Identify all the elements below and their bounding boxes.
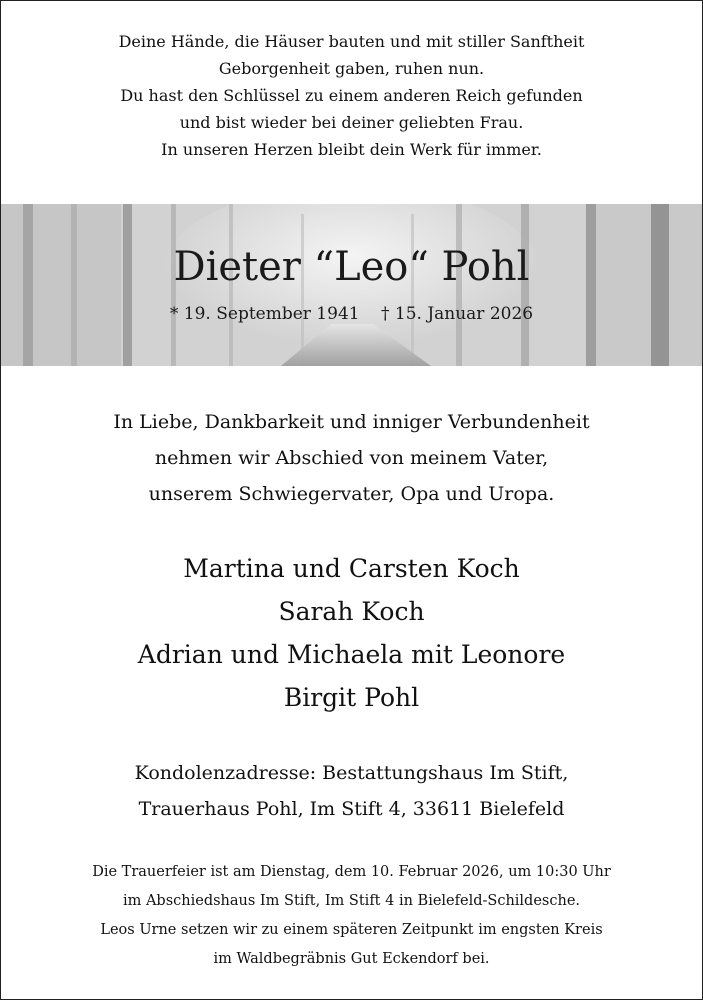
family-line: Birgit Pohl	[283, 683, 420, 712]
life-dates	[1, 304, 702, 324]
farewell-message	[0, 404, 703, 512]
message-line: In Liebe, Dankbarkeit und inniger Verbundenheit	[113, 411, 590, 433]
ceremony-line: Leos Urne setzen wir zu einem späteren Zeitpunkt im engsten Kreis	[100, 922, 603, 938]
poem-line: Deine Hände, die Häuser bauten und mit stiller Sanftheit	[118, 32, 585, 51]
condolence-address	[0, 755, 703, 827]
ceremony-line: im Abschiedshaus Im Stift, Im Stift 4 in Bielefeld-Schildesche.	[122, 893, 581, 909]
forest-banner	[1, 204, 702, 366]
address-line: Kondolenzadresse: Bestattungshaus Im Stift,	[134, 762, 569, 784]
death-date: † 15. Januar 2026	[380, 304, 534, 324]
ceremony-line: im Waldbegräbnis Gut Eckendorf bei.	[213, 951, 490, 967]
poem-line: Geborgenheit gaben, ruhen nun.	[218, 59, 485, 78]
poem-line: und bist wieder bei deiner geliebten Frau.	[179, 113, 524, 132]
ceremony-info	[0, 858, 703, 974]
family-line: Sarah Koch	[278, 597, 425, 626]
poem	[0, 28, 703, 163]
message-line: nehmen wir Abschied von meinem Vater,	[154, 447, 549, 469]
deceased-name: Dieter “Leo“ Pohl	[173, 244, 530, 290]
birth-date: * 19. September 1941	[169, 304, 360, 324]
poem-line: Du hast den Schlüssel zu einem anderen Reich gefunden	[120, 86, 583, 105]
ceremony-line: Die Trauerfeier ist am Dienstag, dem 10. Februar 2026, um 10:30 Uhr	[92, 864, 611, 880]
family-line: Martina und Carsten Koch	[183, 554, 520, 583]
poem-line: In unseren Herzen bleibt dein Werk für immer.	[161, 140, 542, 159]
family-names	[0, 547, 703, 719]
message-line: unserem Schwiegervater, Opa und Uropa.	[148, 483, 555, 505]
address-line: Trauerhaus Pohl, Im Stift 4, 33611 Bielefeld	[138, 798, 565, 820]
family-line: Adrian und Michaela mit Leonore	[137, 640, 566, 669]
